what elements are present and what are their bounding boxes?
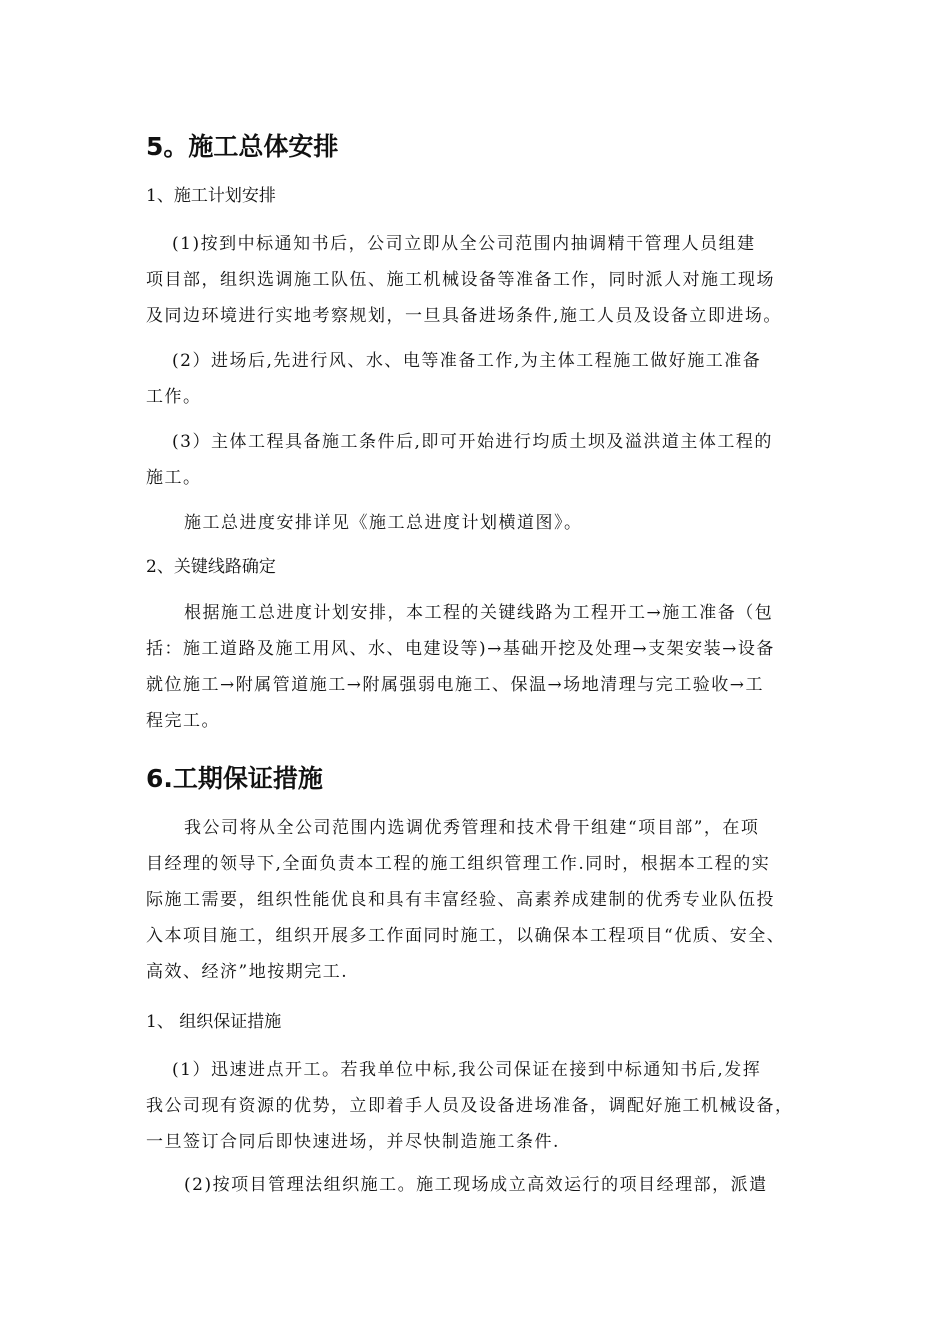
- text-line: (2）进场后,先进行风、水、电等准备工作,为主体工程施工做好施工准备: [172, 351, 762, 371]
- section-5-paragraph-4: [146, 505, 816, 541]
- text-line: 根据施工总进度计划安排，本工程的关键线路为工程开工→施工准备（包: [184, 603, 774, 623]
- section-5-paragraph-2: [146, 343, 816, 415]
- section-5-subheading-1: 1、施工计划安排: [146, 186, 276, 206]
- section-5-title: 5。施工总体安排: [146, 132, 339, 161]
- text-line: (1)按到中标通知书后，公司立即从全公司范围内抽调精干管理人员组建: [172, 234, 756, 254]
- section-6-paragraph-2: [146, 1052, 816, 1160]
- text-line: 我公司将从全公司范围内选调优秀管理和技术骨干组建“项目部”，在项: [184, 818, 760, 838]
- text-line: 施工。: [146, 468, 202, 488]
- text-line: 一旦签订合同后即快速进场，并尽快制造施工条件.: [146, 1132, 560, 1152]
- text-line: 就位施工→附属管道施工→附属强弱电施工、保温→场地清理与完工验收→工: [146, 675, 764, 695]
- section-5-paragraph-1: [146, 226, 816, 334]
- section-5-paragraph-5: [146, 595, 816, 739]
- section-6-paragraph-1: [146, 810, 816, 990]
- text-line: (1）迅速进点开工。若我单位中标,我公司保证在接到中标通知书后,发挥: [172, 1060, 762, 1080]
- text-line: (3）主体工程具备施工条件后,即可开始进行均质土坝及溢洪道主体工程的: [172, 432, 773, 452]
- text-line: 目经理的领导下,全面负责本工程的施工组织管理工作.同时，根据本工程的实: [146, 854, 771, 874]
- section-5-paragraph-3: [146, 424, 816, 496]
- text-line: 及同边环境进行实地考察规划，一旦具备进场条件,施工人员及设备立即进场。: [146, 306, 782, 326]
- section-5-subheading-2: 2、关键线路确定: [146, 557, 276, 577]
- text-line: 高效、经济”地按期完工.: [146, 962, 349, 982]
- text-line: 括：施工道路及施工用风、水、电建设等)→基础开挖及处理→支架安装→设备: [146, 639, 775, 659]
- section-6-title: 6.工期保证措施: [146, 764, 323, 793]
- text-line: 我公司现有资源的优势，立即着手人员及设备进场准备，调配好施工机械设备，: [146, 1096, 794, 1116]
- text-line: 程完工。: [146, 711, 220, 731]
- text-line: 施工总进度安排详见《施工总进度计划横道图》。: [184, 513, 583, 533]
- text-line: (2)按项目管理法组织施工。施工现场成立高效运行的项目经理部，派遣: [184, 1175, 768, 1195]
- text-line: 工作。: [146, 387, 202, 407]
- text-line: 入本项目施工，组织开展多工作面同时施工，以确保本工程项目“优质、安全、: [146, 926, 786, 946]
- section-6-subheading-1: 1、 组织保证措施: [146, 1012, 282, 1032]
- text-line: 际施工需要，组织性能优良和具有丰富经验、高素养成建制的优秀专业队伍投: [146, 890, 775, 910]
- text-line: 项目部，组织选调施工队伍、施工机械设备等准备工作，同时派人对施工现场: [146, 270, 775, 290]
- section-6-paragraph-3: [146, 1167, 816, 1203]
